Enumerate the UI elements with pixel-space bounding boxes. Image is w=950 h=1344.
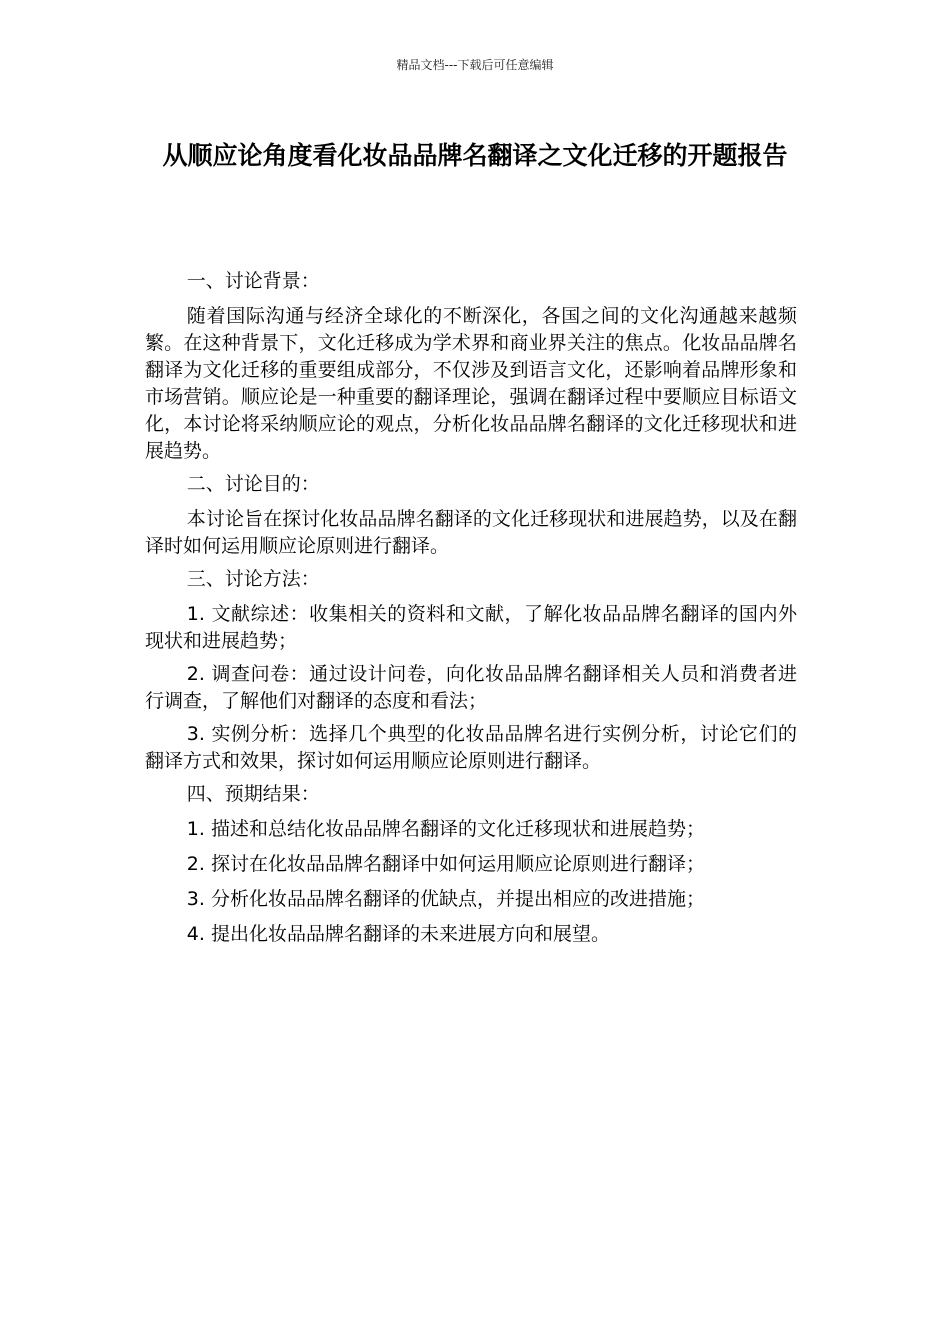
method-item: 1. 文献综述：收集相关的资料和文献，了解化妆品品牌名翻译的国内外现状和进展趋势； [145, 603, 797, 652]
page-header-note: 精品文档---下载后可任意编辑 [396, 58, 554, 72]
section-heading-background: 一、讨论背景： [186, 270, 320, 292]
section-heading-purpose: 二、讨论目的： [186, 473, 320, 495]
document-title: 从顺应论角度看化妆品品牌名翻译之文化迁移的开题报告 [162, 141, 788, 170]
result-item: 1. 描述和总结化妆品品牌名翻译的文化迁移现状和进展趋势； [186, 818, 705, 840]
method-item: 2. 调查问卷：通过设计问卷，向化妆品品牌名翻译相关人员和消费者进行调查，了解他们对翻译的态度和看法； [145, 663, 797, 712]
paragraph-background: 随着国际沟通与经济全球化的不断深化，各国之间的文化沟通越来越频繁。在这种背景下，文化迁移成为学术界和商业界关注的焦点。化妆品品牌名翻译为文化迁移的重要组成部分，不仅涉及到语言文化，还影响着品牌形象和市场营销。顺应论是一种重要的翻译理论，强调在翻译过程中要顺应目标语文化，本讨论将采纳顺应论的观点，分析化妆品品牌名翻译的文化迁移现状和进展趋势。 [145, 305, 797, 462]
result-item: 2. 探讨在化妆品品牌名翻译中如何运用顺应论原则进行翻译； [186, 853, 705, 875]
paragraph-purpose: 本讨论旨在探讨化妆品品牌名翻译的文化迁移现状和进展趋势，以及在翻译时如何运用顺应论原则进行翻译。 [145, 508, 797, 557]
document-body [145, 268, 797, 956]
method-item: 3. 实例分析：选择几个典型的化妆品品牌名进行实例分析，讨论它们的翻译方式和效果，探讨如何运用顺应论原则进行翻译。 [145, 723, 797, 772]
section-heading-method: 三、讨论方法： [186, 568, 320, 590]
result-item: 4. 提出化妆品品牌名翻译的未来进展方向和展望。 [186, 923, 610, 945]
section-heading-results: 四、预期结果： [186, 783, 320, 805]
result-item: 3. 分析化妆品品牌名翻译的优缺点，并提出相应的改进措施； [186, 888, 705, 910]
